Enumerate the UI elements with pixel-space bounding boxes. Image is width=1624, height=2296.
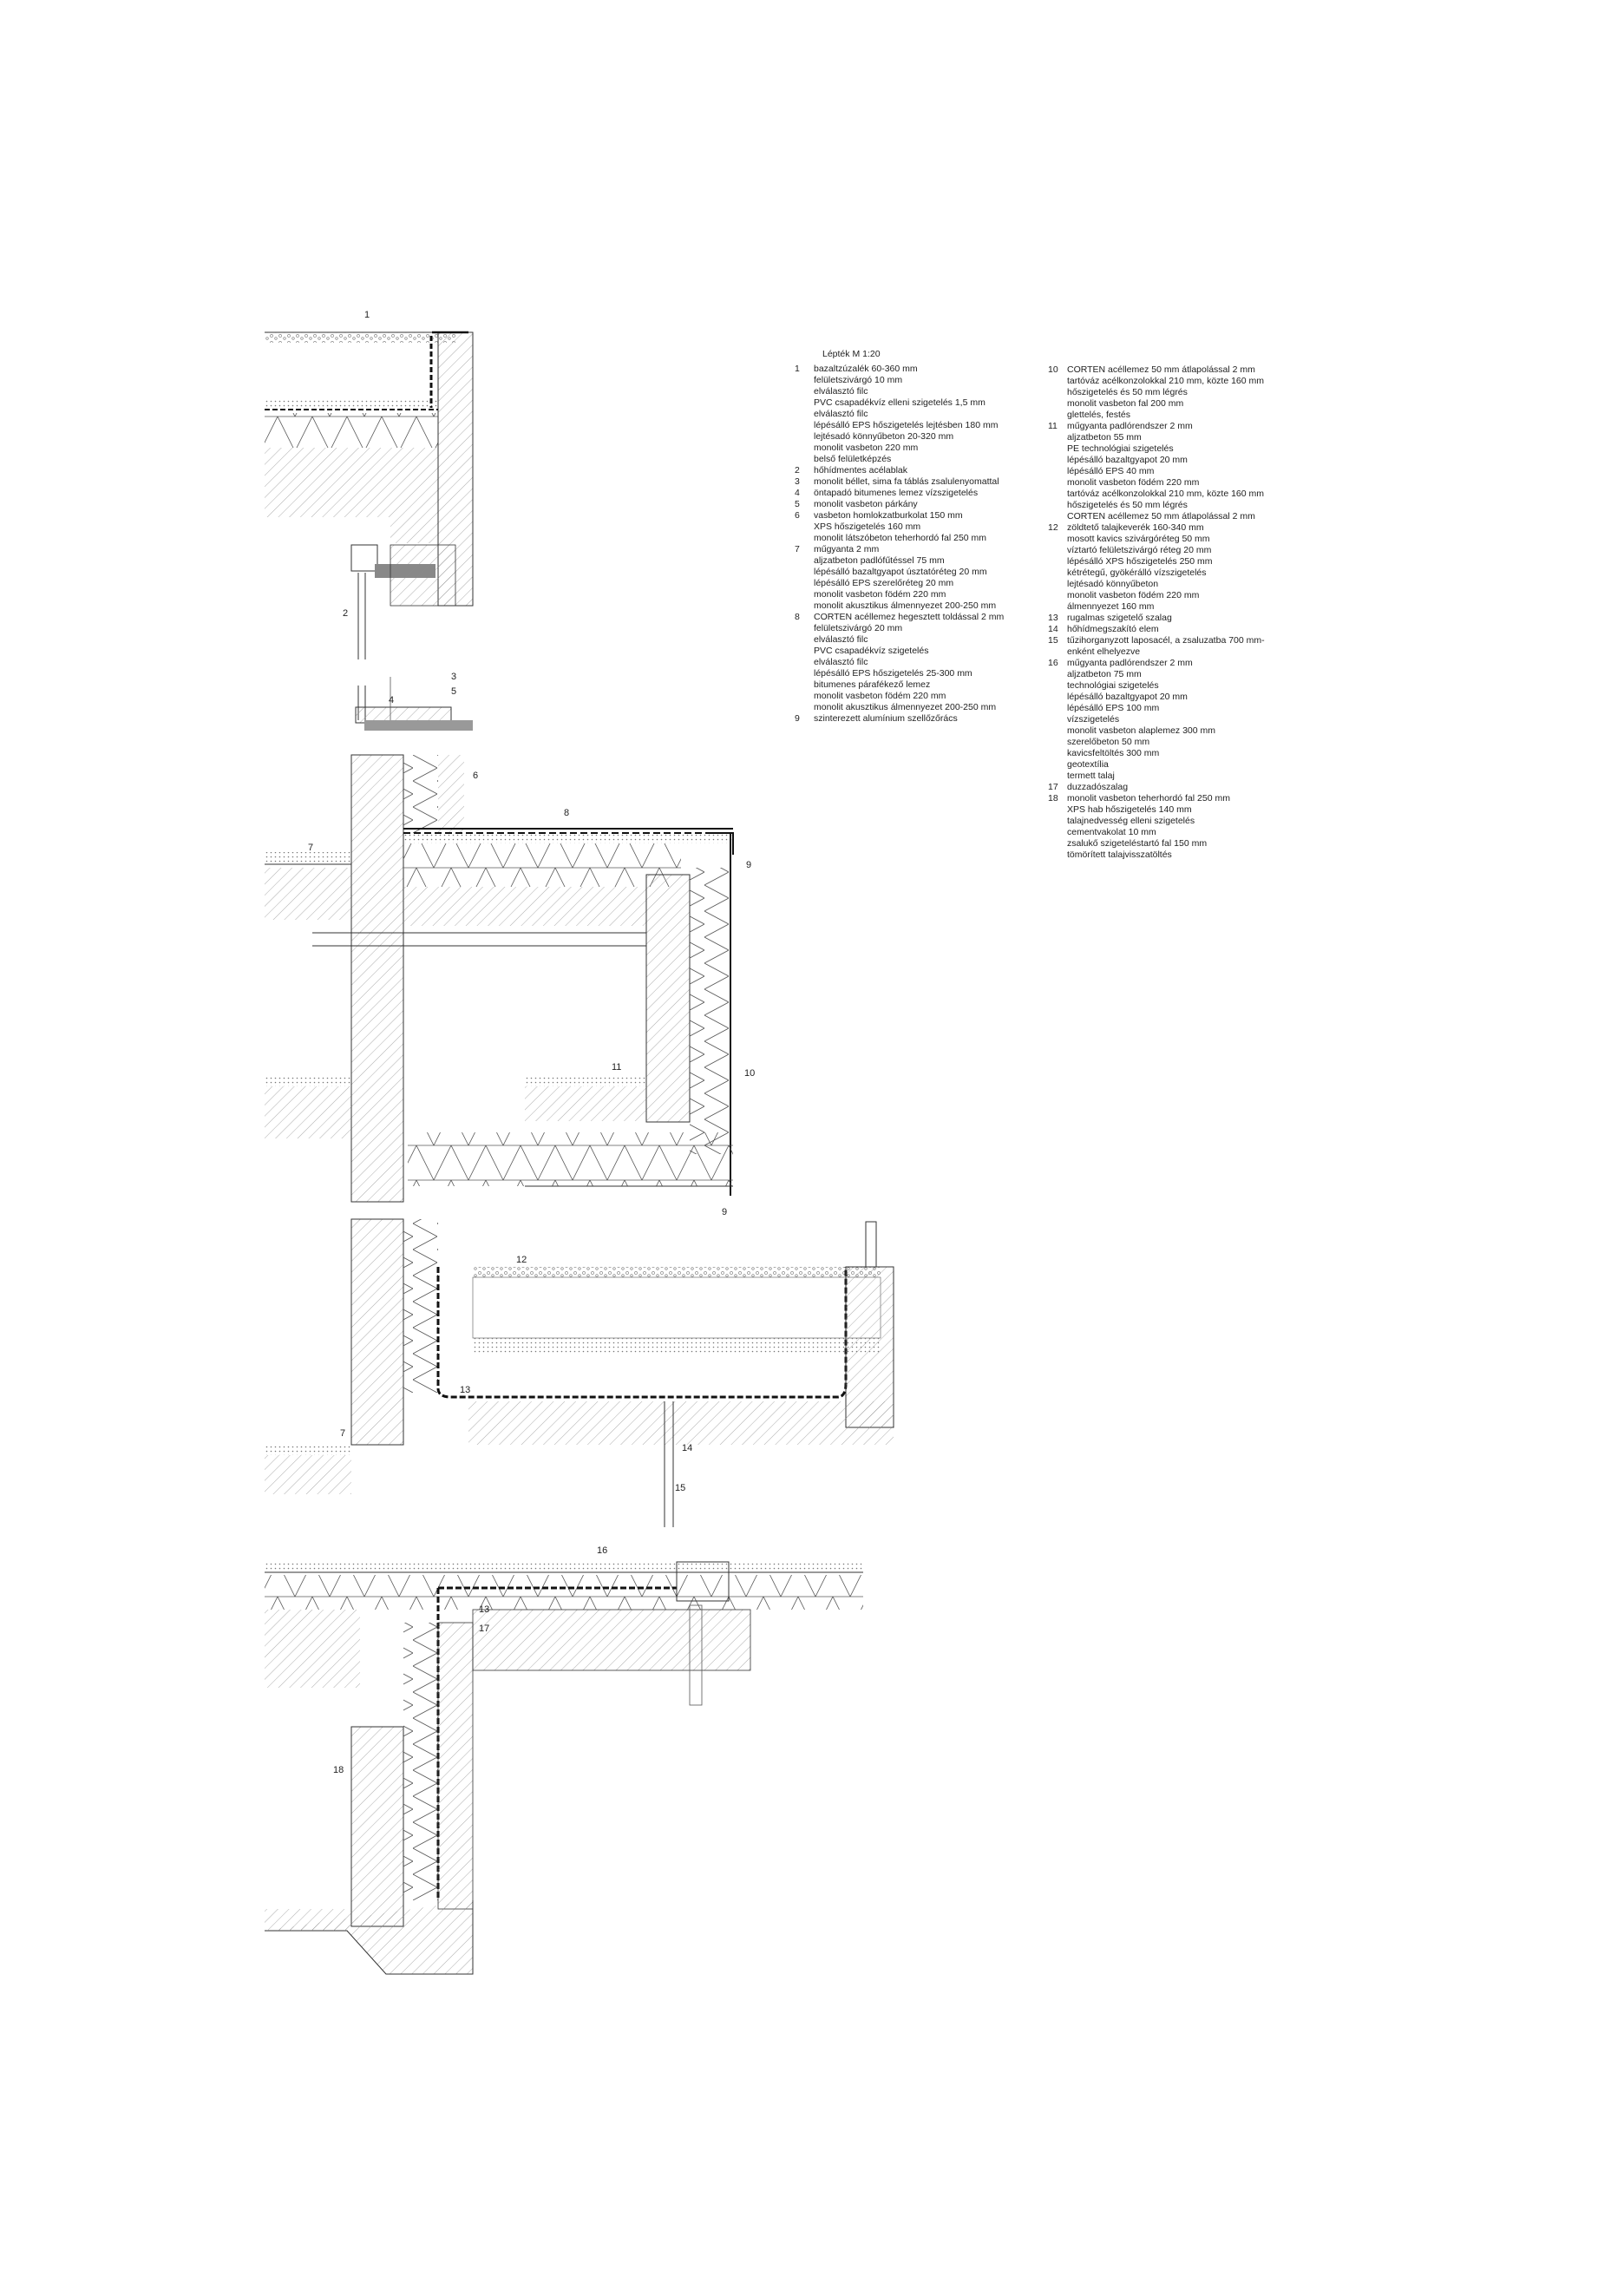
legend-entry [788,612,1048,713]
legend-entry-number: 3 [795,476,800,487]
legend-entry-line: hőhídmentes acélablak [814,465,907,476]
legend-entry-line: aljzatbeton padlófűtéssel 75 mm [814,555,945,566]
legend-entry [1041,421,1301,522]
legend-entry-lines [1067,421,1301,522]
callout-13-lower: 13 [479,1604,490,1615]
legend-entry-line: elválasztó filc [814,409,868,419]
legend-entry-line: technológiai szigetelés [1067,680,1159,691]
legend-entry-line: tömörített talajvisszatöltés [1067,850,1172,860]
legend-entry-line: monolit vasbeton párkány [814,499,918,509]
legend-entry-number: 14 [1048,624,1058,634]
callout-7-upper: 7 [308,843,314,853]
legend-entry [788,465,1048,476]
legend-entry-line: PE technológiai szigetelés [1067,443,1174,454]
legend-entry-line: CORTEN acéllemez 50 mm átlapolással 2 mm [1067,511,1255,522]
legend-entry-line: XPS hab hőszigetelés 140 mm [1067,804,1192,815]
legend-entry-lines [814,713,1048,725]
callout-16: 16 [597,1545,608,1556]
legend-entry-lines [814,499,1048,510]
legend-entry-line: mosott kavics szivárgóréteg 50 mm [1067,534,1210,544]
legend-entry-line: lépésálló bazaltgyapot 20 mm [1067,455,1188,465]
legend-entry-line: bazaltzúzalék 60-360 mm [814,364,918,374]
legend-left-items [788,364,1048,725]
legend-entry-line: lépésálló EPS 40 mm [1067,466,1155,476]
legend-entry-lines [1067,782,1301,793]
legend-entry-number: 18 [1048,793,1058,804]
legend-entry-line: zöldtető talajkeverék 160-340 mm [1067,522,1204,533]
legend-entry-number: 13 [1048,613,1058,623]
legend-entry [1041,522,1301,613]
legend-entry-line: aljzatbeton 55 mm [1067,432,1142,443]
window-section [351,545,473,731]
legend-entry-line: PVC csapadékvíz szigetelés [814,646,929,656]
legend-entry-line: lépésálló EPS 100 mm [1067,703,1160,713]
scale-label: Lépték M 1:20 [822,349,881,359]
legend-entry-number: 8 [795,612,800,622]
callout-4: 4 [389,695,395,705]
legend-entry-line: rugalmas szigetelő szalag [1067,613,1172,623]
legend-entry-line: elválasztó filc [814,634,868,645]
legend-entry [788,499,1048,510]
legend-entry-line: monolit vasbeton födém 220 mm [814,691,946,701]
legend-entry-line: felületszivárgó 20 mm [814,623,903,633]
legend-entry-line: szerelőbeton 50 mm [1067,737,1150,747]
legend-entry-line: bitumenes párafékező lemez [814,679,931,690]
legend-entry-line: műgyanta padlórendszer 2 mm [1067,421,1193,431]
legend-entry-line: enként elhelyezve [1067,646,1141,657]
legend-entry-line: tűzihorganyzott laposacél, a zsaluzatba 700 mm- [1067,635,1265,646]
callout-14: 14 [682,1443,693,1453]
legend-entry-line: víztartó felületszivárgó réteg 20 mm [1067,545,1212,555]
callout-10: 10 [744,1068,756,1079]
legend-entry-line: hőhídmegszakító elem [1067,624,1159,634]
legend-entry-line: álmennyezet 160 mm [1067,601,1155,612]
legend-entry-line: lejtésadó könnyűbeton 20-320 mm [814,431,954,442]
legend-entry [1041,658,1301,782]
legend-entry-line: monolit vasbeton födém 220 mm [1067,590,1200,600]
legend-entry-line: zsalukő szigeteléstartó fal 150 mm [1067,838,1208,849]
legend-entry-line: tartóváz acélkonzolokkal 210 mm, közte 160 mm [1067,376,1265,386]
legend-entry-line: monolit látszóbeton teherhordó fal 250 mm [814,533,987,543]
legend-right-items [1041,364,1301,861]
legend-entry-line: lépésálló bazaltgyapot úsztatóréteg 20 mm [814,567,987,577]
legend-entry-lines [1067,613,1301,624]
legend-entry-line: XPS hőszigetelés 160 mm [814,522,921,532]
legend-entry-lines [1067,793,1301,861]
legend-entry-line: szinterezett alumínium szellőzőrács [814,713,958,724]
legend-entry-line: monolit akusztikus álmennyezet 200-250 mm [814,702,997,712]
green-roof-section [265,1219,894,1527]
legend-entry-number: 9 [795,713,800,724]
legend-entry [788,713,1048,725]
callout-7-lower: 7 [340,1428,346,1439]
legend-entry-lines [814,476,1048,488]
legend-entry-number: 15 [1048,635,1058,646]
legend-entry-line: műgyanta 2 mm [814,544,880,554]
legend-entry [788,488,1048,499]
legend-entry-number: 4 [795,488,800,498]
legend-entry-line: monolit vasbeton 220 mm [814,443,919,453]
legend-entry-line: CORTEN acéllemez hegesztett toldással 2 mm [814,612,1005,622]
legend-right [1041,364,1301,861]
callout-17: 17 [479,1624,490,1634]
legend-entry [1041,635,1301,658]
legend-entry-lines [814,510,1048,544]
legend-entry-line: kétrétegű, gyökérálló vízszigetelés [1067,567,1207,578]
legend-entry [1041,793,1301,861]
legend-entry-line: lépésálló EPS hőszigetelés lejtésben 180 mm [814,420,999,430]
legend-entry-line: vasbeton homlokzatburkolat 150 mm [814,510,963,521]
legend-entry-number: 11 [1048,421,1058,431]
legend-entry-number: 7 [795,544,800,554]
legend-entry-number: 10 [1048,364,1058,375]
callout-12: 12 [516,1255,527,1265]
legend-entry-lines [814,612,1048,713]
legend-entry-lines [814,488,1048,499]
legend-entry-number: 2 [795,465,800,476]
legend-entry-line: belső felületképzés [814,454,892,464]
callout-9-upper: 9 [746,860,752,870]
legend-entry-line: monolit vasbeton alaplemez 300 mm [1067,725,1216,736]
legend-entry-lines [814,364,1048,465]
legend-entry-line: elválasztó filc [814,386,868,397]
legend-left [788,349,1048,725]
legend-entry-line: glettelés, festés [1067,410,1130,420]
legend-entry-lines [1067,658,1301,782]
callout-9-lower: 9 [722,1207,728,1217]
legend-entry-line: aljzatbeton 75 mm [1067,669,1142,679]
legend-entry-number: 17 [1048,782,1058,792]
legend-entry-number: 12 [1048,522,1058,533]
callout-13-upper: 13 [460,1385,471,1395]
legend-entry [1041,624,1301,635]
legend-entry [1041,613,1301,624]
legend-entry-line: hőszigetelés és 50 mm légrés [1067,387,1188,397]
legend-entry-line: műgyanta padlórendszer 2 mm [1067,658,1193,668]
legend-entry-line: cementvakolat 10 mm [1067,827,1156,837]
legend-entry-line: kavicsfeltöltés 300 mm [1067,748,1160,758]
callout-2: 2 [343,608,349,619]
callout-11: 11 [612,1062,622,1073]
legend-entry-line: vízszigetelés [1067,714,1120,725]
callout-1: 1 [364,310,370,320]
legend-entry [1041,782,1301,793]
legend-entry-line: lépésálló EPS hőszigetelés 25-300 mm [814,668,972,679]
legend-entry-number: 6 [795,510,800,521]
legend-entry [788,510,1048,544]
legend-entry-line: monolit vasbeton födém 220 mm [1067,477,1200,488]
legend-entry-line: monolit vasbeton födém 220 mm [814,589,946,600]
legend-entry-line: termett talaj [1067,771,1115,781]
basement-section [265,1562,863,1974]
legend-entry-line: lépésálló XPS hőszigetelés 250 mm [1067,556,1213,567]
legend-entry-lines [1067,522,1301,613]
legend-entry-line: lejtésadó könnyűbeton [1067,579,1159,589]
legend-entry-lines [1067,624,1301,635]
legend-entry-line: lépésálló bazaltgyapot 20 mm [1067,692,1188,702]
legend-entry-number: 5 [795,499,800,509]
callout-6: 6 [473,771,479,781]
legend-entry-line: geotextília [1067,759,1109,770]
legend-entry-line: monolit vasbeton fal 200 mm [1067,398,1184,409]
legend-entry-lines [1067,635,1301,658]
legend-entry-line: CORTEN acéllemez 50 mm átlapolással 2 mm [1067,364,1255,375]
legend-entry-number: 16 [1048,658,1058,668]
legend-entry-line: monolit akusztikus álmennyezet 200-250 mm [814,600,997,611]
legend-entry-line: öntapadó bitumenes lemez vízszigetelés [814,488,979,498]
legend-entry-lines [1067,364,1301,421]
legend-entry-line: talajnedvesség elleni szigetelés [1067,816,1195,826]
legend-entry-line: duzzadószalag [1067,782,1129,792]
legend-entry-line: elválasztó filc [814,657,868,667]
callout-5: 5 [451,686,457,697]
legend-entry [1041,364,1301,421]
legend-entry [788,364,1048,465]
legend-entry-line: monolit béllet, sima fa táblás zsalulenyomattal [814,476,999,487]
legend-entry-line: felületszivárgó 10 mm [814,375,903,385]
legend-entry [788,476,1048,488]
cantilever-section [265,755,733,1202]
legend-entry-line: lépésálló EPS szerelőréteg 20 mm [814,578,954,588]
callout-18: 18 [333,1765,344,1775]
legend-entry [788,544,1048,612]
legend-entry-number: 1 [795,364,800,374]
legend-entry-line: monolit vasbeton teherhordó fal 250 mm [1067,793,1230,804]
callout-3: 3 [451,672,457,682]
callout-15: 15 [675,1483,686,1493]
legend-entry-lines [814,544,1048,612]
callout-8: 8 [564,808,570,818]
legend-entry-lines [814,465,1048,476]
legend-entry-line: PVC csapadékvíz elleni szigetelés 1,5 mm [814,397,986,408]
legend-entry-line: hőszigetelés és 50 mm légrés [1067,500,1188,510]
legend-entry-line: tartóváz acélkonzolokkal 210 mm, közte 160 mm [1067,489,1265,499]
